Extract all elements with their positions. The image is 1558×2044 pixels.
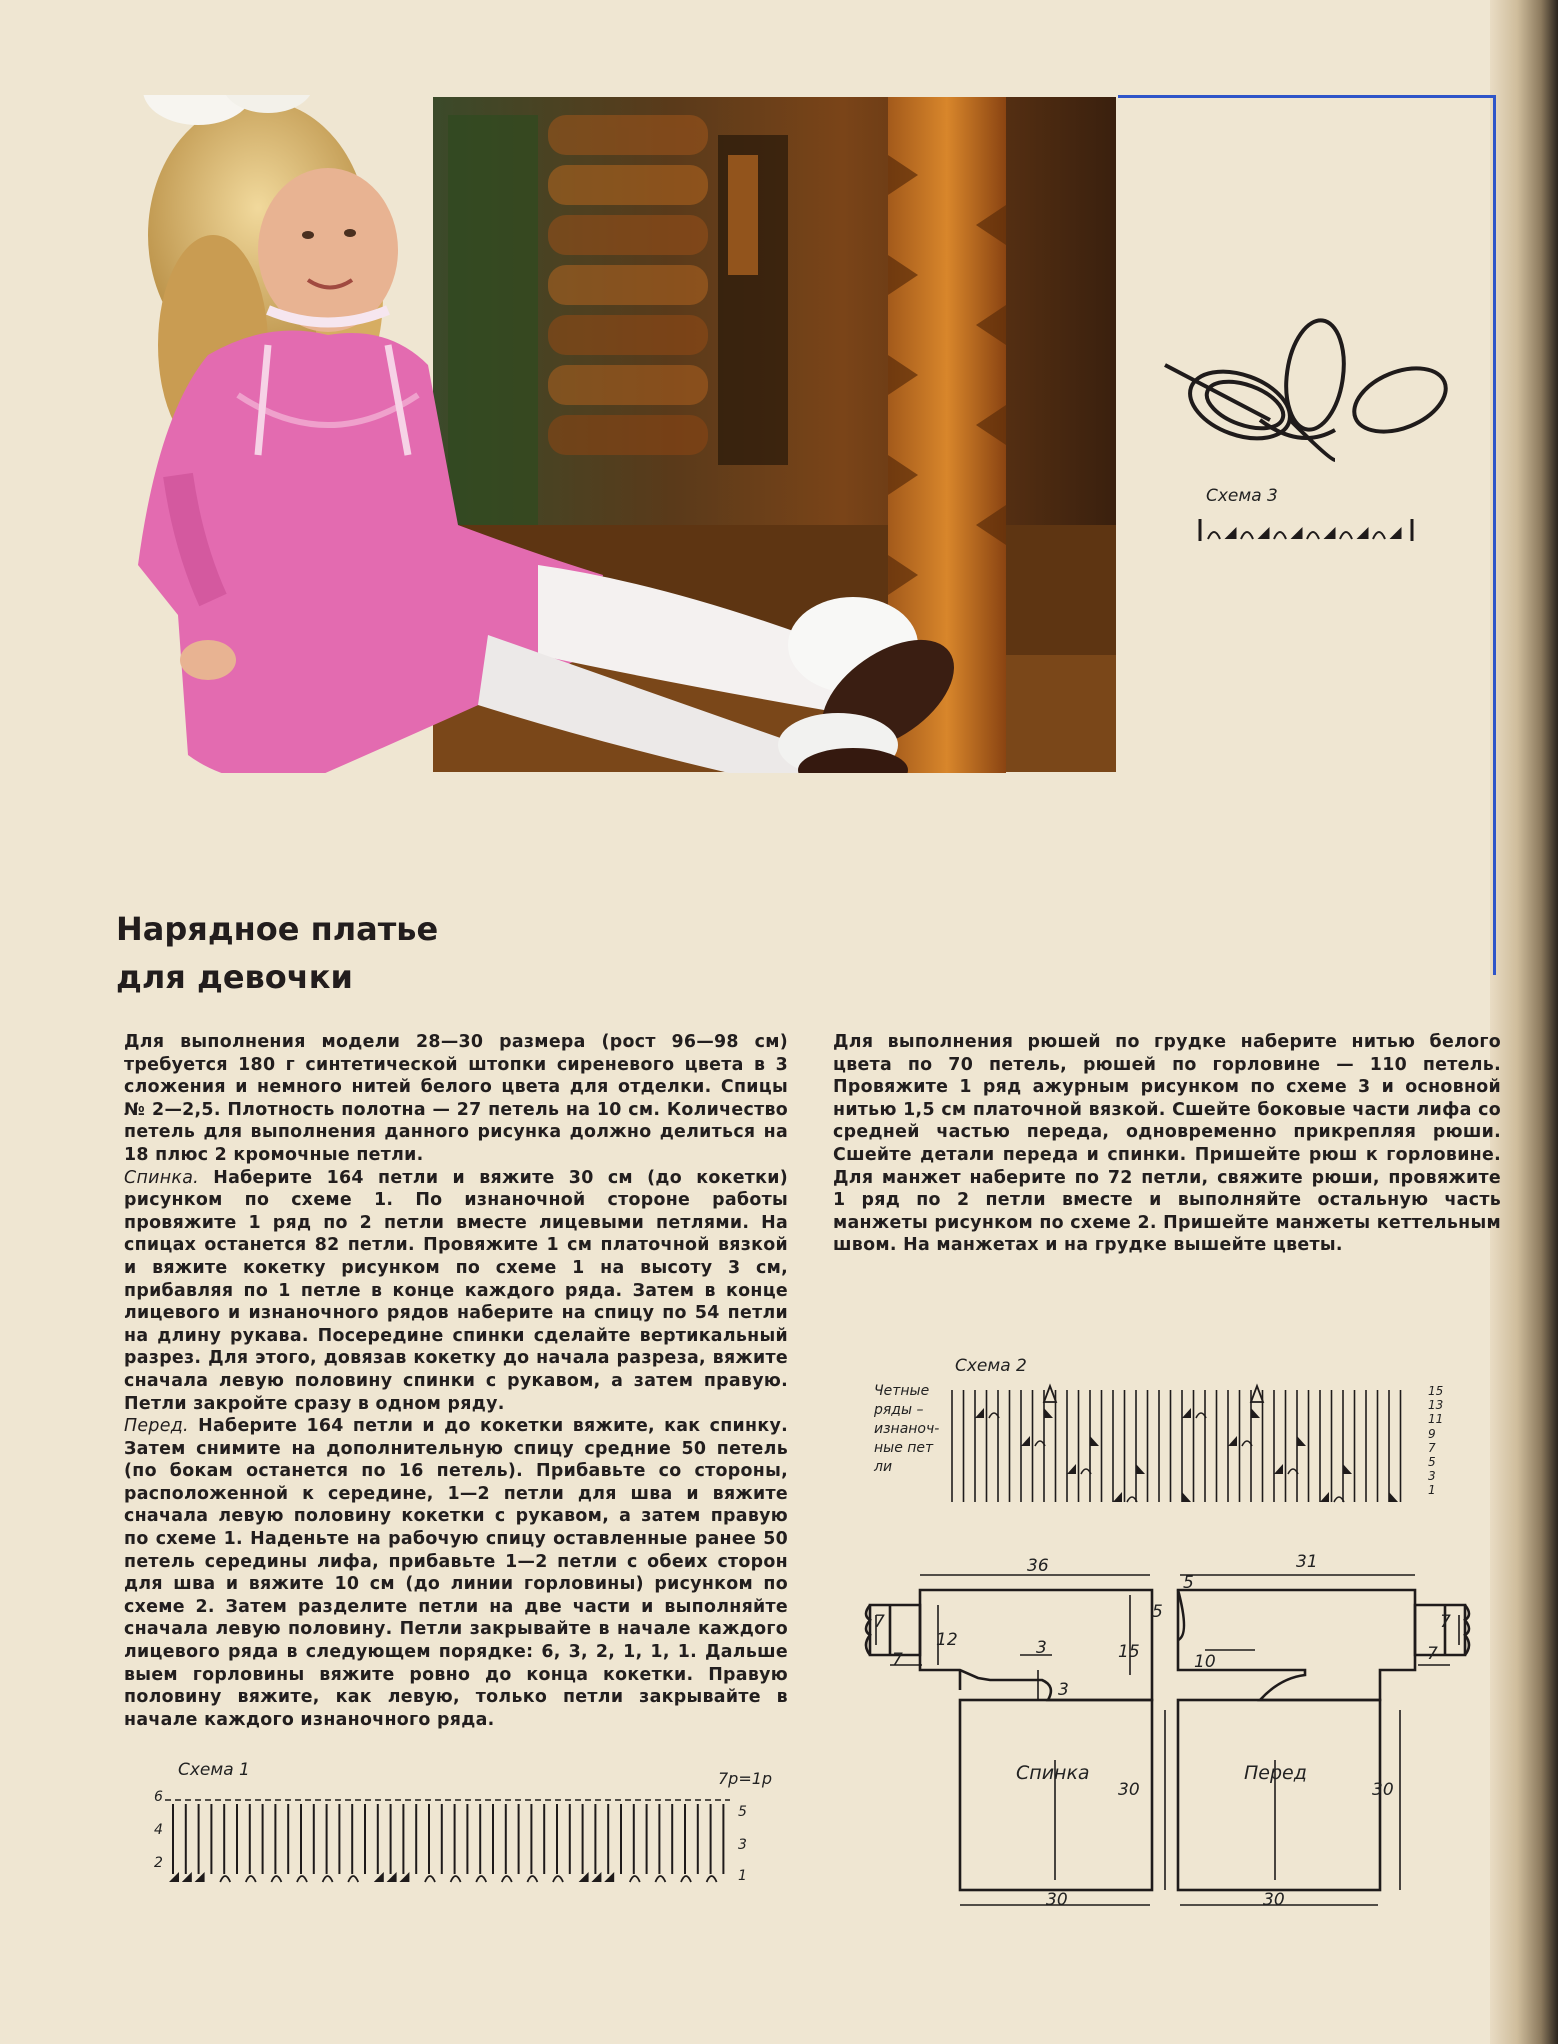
scheme2-note-3: изнанoч-	[874, 1421, 940, 1437]
title-line-1: Нарядное платье	[116, 910, 439, 948]
decrease-symbol	[1324, 527, 1336, 539]
scheme3-chart	[1196, 515, 1416, 545]
scheme2-note-2: ряды –	[874, 1402, 924, 1418]
decrease-symbol	[1291, 527, 1303, 539]
dim-cuff-left-w: 7	[892, 1650, 903, 1670]
pattern-drawing	[860, 1560, 1500, 1920]
yarn-over-symbol	[1307, 532, 1319, 539]
yarn-over-symbol	[707, 1876, 717, 1882]
decrease-symbol	[1258, 527, 1270, 539]
yarn-over-symbol	[502, 1876, 512, 1882]
decrease-symbol	[1390, 527, 1402, 539]
yarn-over-symbol	[655, 1876, 665, 1882]
yarn-over-symbol	[297, 1876, 307, 1882]
decrease-symbol	[1021, 1436, 1030, 1446]
decrease-symbol	[1113, 1492, 1122, 1502]
assembly-paragraph: Для выполнения рюшей по грудке наберите нитью белого цвета по 70 петель, рюшей по горловине — 110 петель. Провяжите 1 ряд ажурным рисунком по схеме 3 и основной нитью 1,5 см платочной вязкой. Сшейте боковые части лифа со средней частью переда, одновременно прикрепляя рюши. Сшейте детали переда и спинки. Пришейте рюш к горловине. Для манжет наберите по 72 петли, свяжите рюши, провяжите 1 ряд по 2 петли вместе и выполняйте остальную часть манжеты рисунком по схеме 2. Пришейте манжеты кеттельным швом. На манжетах и на грудке вышейте цветы.	[833, 1032, 1501, 1256]
dim-slit-3-w: 3	[1036, 1638, 1047, 1658]
decrease-symbol	[1274, 1464, 1283, 1474]
yarn-over-symbol	[1373, 532, 1385, 539]
decrease-symbol	[1225, 527, 1237, 539]
scheme2-row-number: 11	[1428, 1412, 1444, 1427]
yarn-over-symbol	[451, 1876, 461, 1882]
photo-girl-in-dress	[118, 95, 1116, 773]
scheme3-label: Схема 3	[1206, 486, 1278, 506]
dim-31: 31	[1296, 1552, 1318, 1572]
scheme2-row-number: 3	[1428, 1469, 1436, 1484]
decrease-symbol	[1044, 1408, 1053, 1418]
scheme2-note-4: ные пет	[874, 1440, 934, 1456]
body-text-right	[833, 1031, 1501, 1257]
back-text: Наберите 164 петли и вяжите 30 см (до кокетки) рисунком по схеме 1. По изнаночной стороне работы провяжите 1 ряд по 2 петли вместе лицевыми петлями. На спицах останется 82 петли. Провяжите 1 см платочной вязкой и вяжите кокетку рисунком по схеме 1 на высоту 3 см, прибавляя по 1 петле в конце каждого ряда. Затем в конце лицевого и изнаночного рядов наберите на спицу по 54 петли на длину рукава. Посередине спинки сделайте вертикальный разрез. Для этого, довязав кокетку до начала разреза, вяжите сначала левую половину спинки с рукавом, а затем правую. Петли закройте сразу в одном ряду.	[124, 1167, 788, 1414]
back-heading: Спинка.	[124, 1167, 199, 1188]
yarn-over-symbol	[1274, 532, 1286, 539]
scheme2-note-5: ли	[874, 1459, 893, 1475]
scheme1-row-5: 5	[738, 1804, 747, 1820]
decrease-symbol	[1067, 1464, 1076, 1474]
scheme1-row-3: 3	[738, 1837, 747, 1853]
scheme2-row-number: 7	[1428, 1440, 1436, 1455]
decrease-symbol	[975, 1408, 984, 1418]
dim-cuff-right-h: 7	[1440, 1612, 1451, 1632]
scheme2-row-number: 15	[1428, 1384, 1444, 1398]
scheme2-row-number: 9	[1428, 1426, 1436, 1441]
decrease-symbol	[182, 1872, 192, 1882]
dim-front-30-w: 30	[1263, 1890, 1285, 1910]
yarn-over-symbol	[1340, 532, 1352, 539]
scheme1-repeat-note: 7р=1р	[718, 1769, 773, 1788]
scheme2-row-number: 5	[1428, 1455, 1436, 1469]
dim-neck-5: 5	[1183, 1573, 1194, 1593]
decrease-symbol	[1251, 1408, 1260, 1418]
scheme1-chart	[165, 1790, 740, 1890]
yarn-over-symbol	[527, 1876, 537, 1882]
decrease-symbol	[1389, 1492, 1398, 1502]
scheme1-row-4: 4	[154, 1822, 163, 1838]
dim-cuff-left-h: 7	[874, 1612, 885, 1632]
decrease-symbol	[195, 1872, 205, 1882]
yarn-over-symbol	[1241, 532, 1253, 539]
scheme2-row-number: 1	[1428, 1483, 1436, 1498]
decrease-symbol	[1136, 1464, 1145, 1474]
dim-cuff-right-w: 7	[1427, 1644, 1438, 1664]
materials-paragraph: Для выполнения модели 28—30 размера (рост 96—98 см) требуется 180 г синтетической штопки сиреневого цвета в 3 сложения и немного нитей белого цвета для отделки. Спицы № 2—2,5. Плотность полотна — 27 петель на 10 см. Количество петель для выполнения данного рисунка должно делиться на 18 плюс 2 кромочные петли.	[124, 1032, 788, 1165]
front-text: Наберите 164 петли и до кокетки вяжите, как спинку. Затем снимите на дополнительную спицу средние 50 петель (по бокам останется по 16 петель). Прибавьте со стороны, расположенной к середине, 1—2 петли для шва и вяжите сначала левую половину кокетки с рукавом, а затем правую по схеме 1. Наденьте на рабочую спицу оставленные ранее 50 петель середины лифа, прибавьте 1—2 петли с обеих сторон для шва и вяжите 10 см (до линии горловины) рисунком по схеме 2. Затем разделите петли на две части и выполняйте сначала левую половину. Петли закрывайте в начале каждого лицевого ряда в следующем порядке: 6, 3, 2, 1, 1, 1. Дальше выем горловины вяжите ровно до конца кокетки. Правую половину вяжите, как левую, только петли закрывайте в начале каждого изнаночного ряда.	[124, 1416, 789, 1730]
article-title	[116, 905, 716, 1001]
decrease-symbol	[1182, 1408, 1191, 1418]
yarn-over-symbol	[323, 1876, 333, 1882]
double-decrease-symbol	[1251, 1386, 1263, 1402]
dim-36: 36	[1027, 1556, 1049, 1576]
scheme1-row-6: 6	[154, 1789, 163, 1805]
back-piece-label: Спинка	[1016, 1762, 1090, 1784]
dim-front-30-h: 30	[1372, 1780, 1394, 1800]
back-paragraph	[124, 1167, 788, 1416]
front-piece-label: Перед	[1244, 1762, 1307, 1784]
decrease-symbol	[591, 1872, 601, 1882]
yarn-over-symbol	[220, 1876, 230, 1882]
scheme2-chart	[948, 1382, 1428, 1507]
dim-back-30-h: 30	[1118, 1780, 1140, 1800]
decrease-symbol	[1357, 527, 1369, 539]
scheme2-row-number: 13	[1428, 1398, 1444, 1413]
yarn-over-symbol	[476, 1876, 486, 1882]
dim-yoke-15: 15	[1118, 1642, 1140, 1662]
front-heading: Перед.	[124, 1416, 189, 1437]
yarn-over-symbol	[630, 1876, 640, 1882]
decrease-symbol	[1297, 1436, 1306, 1446]
yarn-over-symbol	[348, 1876, 358, 1882]
decrease-symbol	[1343, 1464, 1352, 1474]
dim-neck-v-5: 5	[1152, 1602, 1163, 1622]
decrease-symbol	[1090, 1436, 1099, 1446]
decrease-symbol	[1320, 1492, 1329, 1502]
scheme1-label: Схема 1	[178, 1760, 250, 1780]
yarn-over-symbol	[246, 1876, 256, 1882]
page-gutter	[1490, 0, 1558, 2044]
front-paragraph	[124, 1415, 788, 1731]
dim-slit-3-h: 3	[1058, 1680, 1069, 1700]
dim-neck-10: 10	[1194, 1652, 1216, 1672]
dim-sleeve-12: 12	[936, 1630, 958, 1650]
yarn-over-symbol	[681, 1876, 691, 1882]
yarn-over-symbol	[553, 1876, 563, 1882]
scheme1-row-2: 2	[154, 1855, 163, 1871]
decrease-symbol	[1228, 1436, 1237, 1446]
body-text-left	[124, 1031, 788, 1731]
yarn-over-symbol	[1208, 532, 1220, 539]
yarn-over-symbol	[271, 1876, 281, 1882]
yarn-over-symbol	[425, 1876, 435, 1882]
scheme2-label: Схема 2	[955, 1356, 1027, 1376]
title-line-2: для девочки	[116, 958, 353, 996]
dim-back-30-w: 30	[1046, 1890, 1068, 1910]
double-decrease-symbol	[1044, 1386, 1056, 1402]
flower-embroidery-drawing	[1160, 310, 1460, 470]
scheme1-row-1: 1	[738, 1868, 747, 1884]
scheme2-note-1: Четные	[874, 1383, 930, 1399]
decrease-symbol	[1182, 1492, 1191, 1502]
